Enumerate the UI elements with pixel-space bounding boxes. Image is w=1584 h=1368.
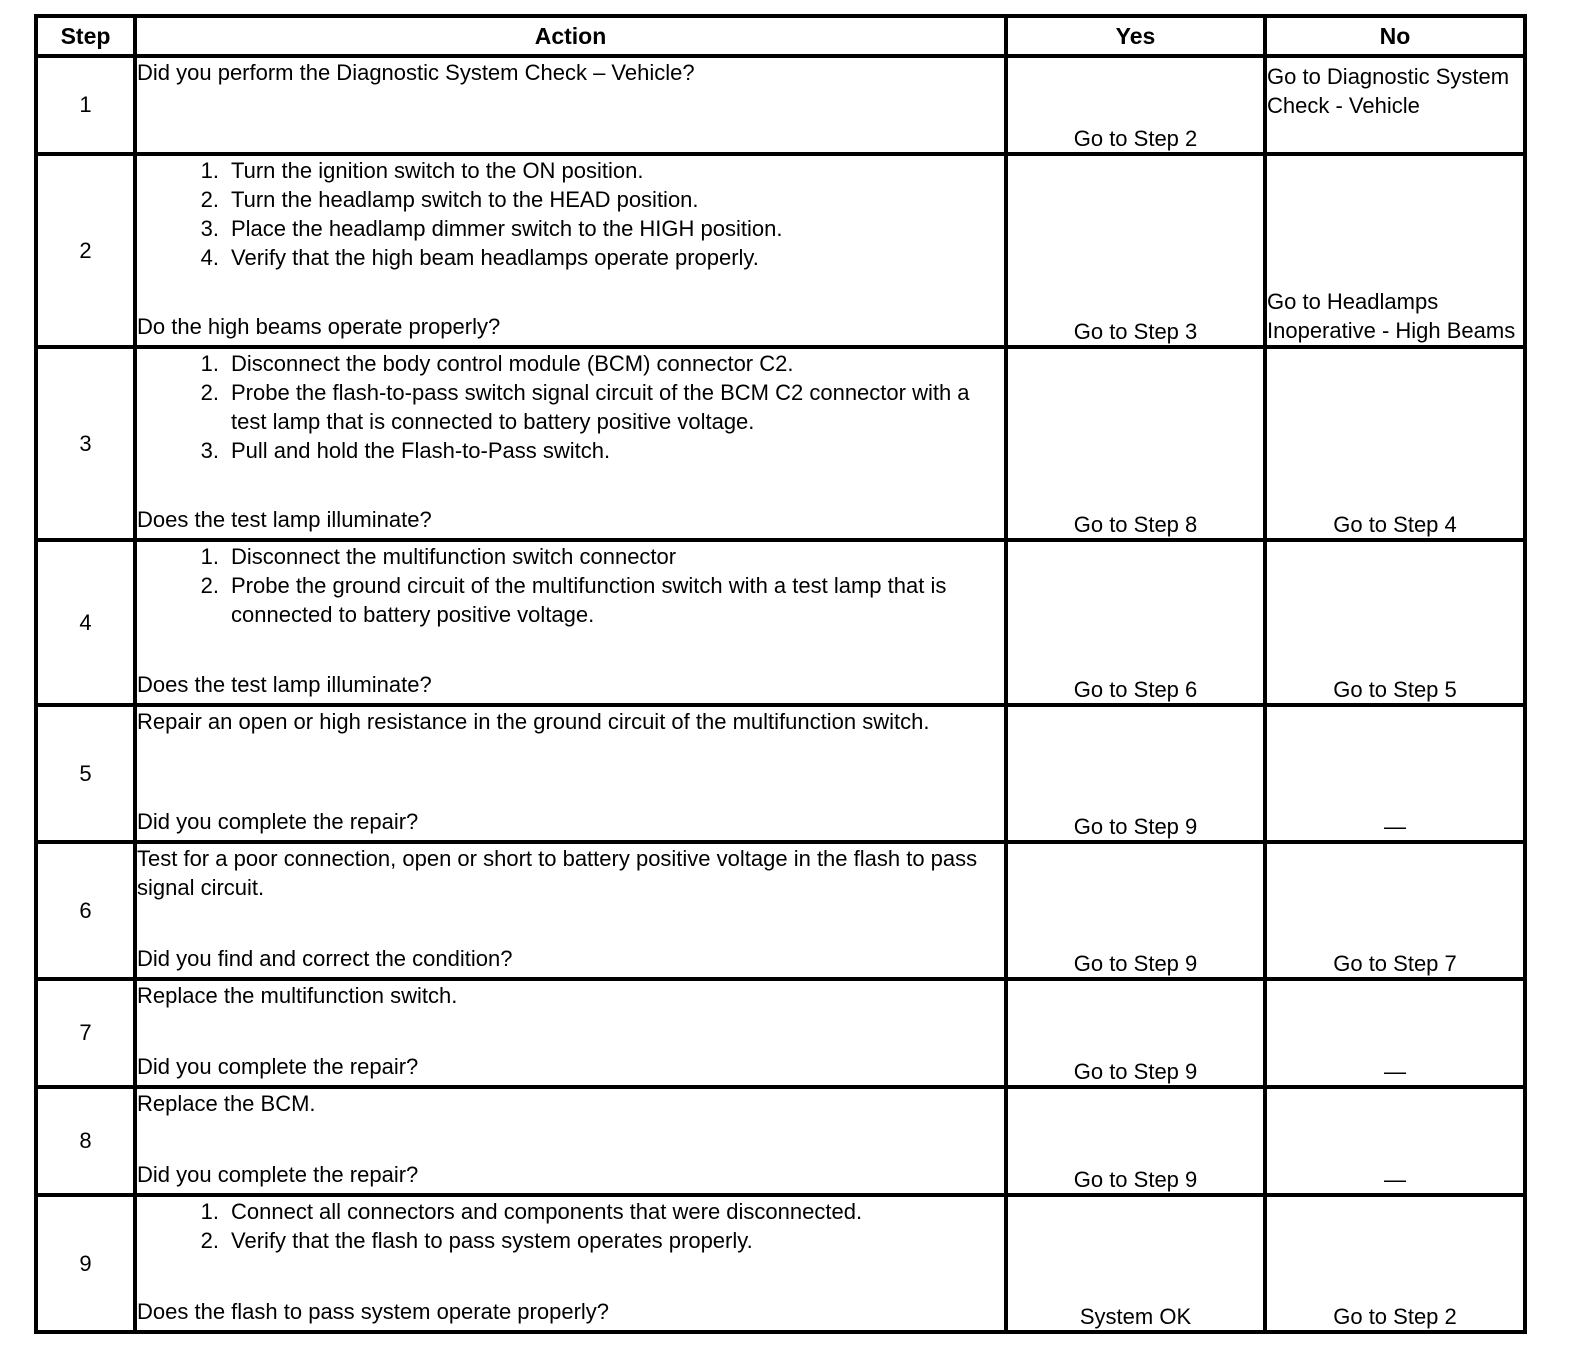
action-cell [135, 540, 1006, 705]
action-steps [137, 1197, 1004, 1255]
header-step: Step [36, 16, 135, 56]
table-row [36, 540, 1525, 705]
list-item: 1. Turn the ignition switch to the ON position. [200, 158, 644, 183]
list-item: 3. Pull and hold the Flash-to-Pass switch. [200, 438, 611, 463]
action-question: Did you complete the repair? [137, 1054, 419, 1079]
no-cell: — [1265, 979, 1525, 1087]
list-item: 1. Connect all connectors and components that were disconnected. [200, 1199, 863, 1224]
list-item: 3. Place the headlamp dimmer switch to the HIGH position. [200, 216, 783, 241]
header-no: No [1265, 16, 1525, 56]
yes-cell: Go to Step 8 [1006, 347, 1265, 540]
step-number: 9 [36, 1195, 135, 1332]
yes-cell: Go to Step 2 [1006, 56, 1265, 154]
table-row [36, 1195, 1525, 1332]
table-row [36, 154, 1525, 347]
table-row [36, 1087, 1525, 1195]
list-item: 2. Probe the flash-to-pass switch signal circuit of the BCM C2 connector with a test lamp that is connected to battery positive voltage. [200, 380, 970, 434]
action-cell [135, 154, 1006, 347]
no-cell: — [1265, 705, 1525, 842]
yes-cell: Go to Step 3 [1006, 154, 1265, 347]
step-number: 3 [36, 347, 135, 540]
step-number: 2 [36, 154, 135, 347]
diagnostic-table [34, 14, 1527, 1334]
action-text: Replace the multifunction switch. [137, 983, 458, 1008]
action-question: Does the flash to pass system operate properly? [137, 1299, 610, 1324]
list-item: 1. Disconnect the body control module (BCM) connector C2. [200, 351, 794, 376]
step-number: 6 [36, 842, 135, 979]
table-row [36, 705, 1525, 842]
action-text: Did you perform the Diagnostic System Check – Vehicle? [137, 60, 695, 85]
action-text: Replace the BCM. [137, 1091, 316, 1116]
yes-cell: Go to Step 6 [1006, 540, 1265, 705]
action-question: Did you complete the repair? [137, 809, 419, 834]
action-cell [135, 56, 1006, 154]
action-text: Repair an open or high resistance in the ground circuit of the multifunction switch. [137, 709, 930, 734]
no-cell: Go to Step 7 [1265, 842, 1525, 979]
table-row [36, 56, 1525, 154]
no-cell: Go to Headlamps Inoperative - High Beams [1265, 154, 1525, 347]
table-row [36, 979, 1525, 1087]
no-cell: Go to Diagnostic System Check - Vehicle [1265, 56, 1525, 154]
yes-cell: System OK [1006, 1195, 1265, 1332]
no-cell: Go to Step 2 [1265, 1195, 1525, 1332]
action-cell [135, 1195, 1006, 1332]
action-steps [137, 349, 1004, 465]
action-cell [135, 842, 1006, 979]
yes-cell: Go to Step 9 [1006, 1087, 1265, 1195]
action-cell [135, 1087, 1006, 1195]
list-item: 2. Verify that the flash to pass system operates properly. [200, 1228, 753, 1253]
header-yes: Yes [1006, 16, 1265, 56]
action-text: Test for a poor connection, open or short to battery positive voltage in the flash to pass signal circuit. [137, 846, 978, 900]
step-number: 8 [36, 1087, 135, 1195]
yes-cell: Go to Step 9 [1006, 705, 1265, 842]
table-row [36, 842, 1525, 979]
list-item: 4. Verify that the high beam headlamps operate properly. [200, 245, 759, 270]
action-question: Does the test lamp illuminate? [137, 507, 432, 532]
step-number: 7 [36, 979, 135, 1087]
list-item: 2. Turn the headlamp switch to the HEAD position. [200, 187, 699, 212]
yes-cell: Go to Step 9 [1006, 842, 1265, 979]
no-cell: Go to Step 4 [1265, 347, 1525, 540]
step-number: 4 [36, 540, 135, 705]
action-steps [137, 542, 1004, 629]
action-cell [135, 347, 1006, 540]
action-question: Does the test lamp illuminate? [137, 672, 432, 697]
action-cell [135, 979, 1006, 1087]
action-question: Do the high beams operate properly? [137, 314, 501, 339]
header-action: Action [135, 16, 1006, 56]
list-item: 1. Disconnect the multifunction switch connector [200, 544, 677, 569]
action-cell [135, 705, 1006, 842]
table-row [36, 347, 1525, 540]
header-row [36, 16, 1525, 56]
no-cell: — [1265, 1087, 1525, 1195]
list-item: 2. Probe the ground circuit of the multifunction switch with a test lamp that is connected to battery positive voltage. [200, 573, 947, 627]
action-steps [137, 156, 1004, 272]
step-number: 5 [36, 705, 135, 842]
action-question: Did you find and correct the condition? [137, 946, 513, 971]
no-cell: Go to Step 5 [1265, 540, 1525, 705]
action-question: Did you complete the repair? [137, 1162, 419, 1187]
yes-cell: Go to Step 9 [1006, 979, 1265, 1087]
step-number: 1 [36, 56, 135, 154]
